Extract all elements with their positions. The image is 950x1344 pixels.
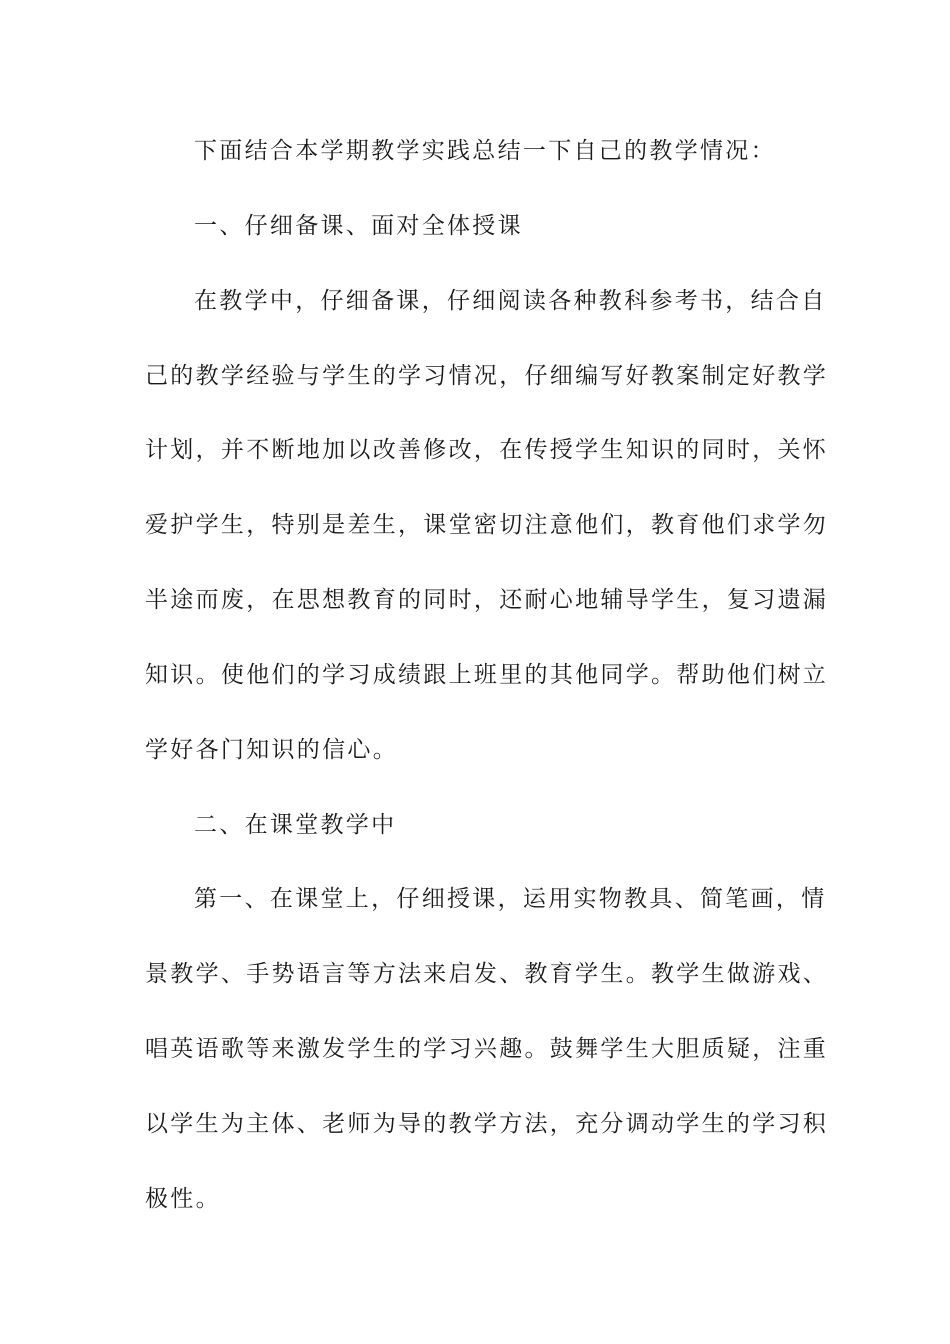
section-2-paragraph-line: 以学生为主体、老师为导的教学方法，充分调动学生的学习积 bbox=[145, 1111, 829, 1137]
section-1-paragraph-line: 在教学中，仔细备课，仔细阅读各种教科参考书，结合自 bbox=[194, 288, 827, 314]
section-1-paragraph-line: 己的教学经验与学生的学习情况，仔细编写好教案制定好教学 bbox=[145, 363, 829, 389]
section-1-paragraph-line: 计划，并不断地加以改善修改，在传授学生知识的同时，关怀 bbox=[145, 437, 829, 463]
section-1-heading: 一、仔细备课、面对全体授课 bbox=[194, 213, 523, 239]
intro-text: 下面结合本学期教学实践总结一下自己的教学情况： bbox=[194, 138, 776, 164]
section-2-paragraph-line: 景教学、手势语言等方法来启发、教育学生。教学生做游戏、 bbox=[145, 961, 829, 987]
section-1-paragraph-line: 学好各门知识的信心。 bbox=[145, 737, 398, 763]
section-2-paragraph-line: 唱英语歌等来激发学生的学习兴趣。鼓舞学生大胆质疑，注重 bbox=[145, 1036, 829, 1062]
section-1-paragraph-line: 知识。使他们的学习成绩跟上班里的其他同学。帮助他们树立 bbox=[145, 662, 829, 688]
section-1-paragraph-line: 半途而废，在思想教育的同时，还耐心地辅导学生，复习遗漏 bbox=[145, 587, 829, 613]
section-2-heading: 二、在课堂教学中 bbox=[194, 812, 397, 838]
section-2-paragraph-line: 第一、在课堂上，仔细授课，运用实物教具、简笔画，情 bbox=[194, 886, 827, 912]
section-1-paragraph-line: 爱护学生，特别是差生，课堂密切注意他们，教育他们求学勿 bbox=[145, 512, 829, 538]
section-2-paragraph-line: 极性。 bbox=[145, 1186, 221, 1212]
